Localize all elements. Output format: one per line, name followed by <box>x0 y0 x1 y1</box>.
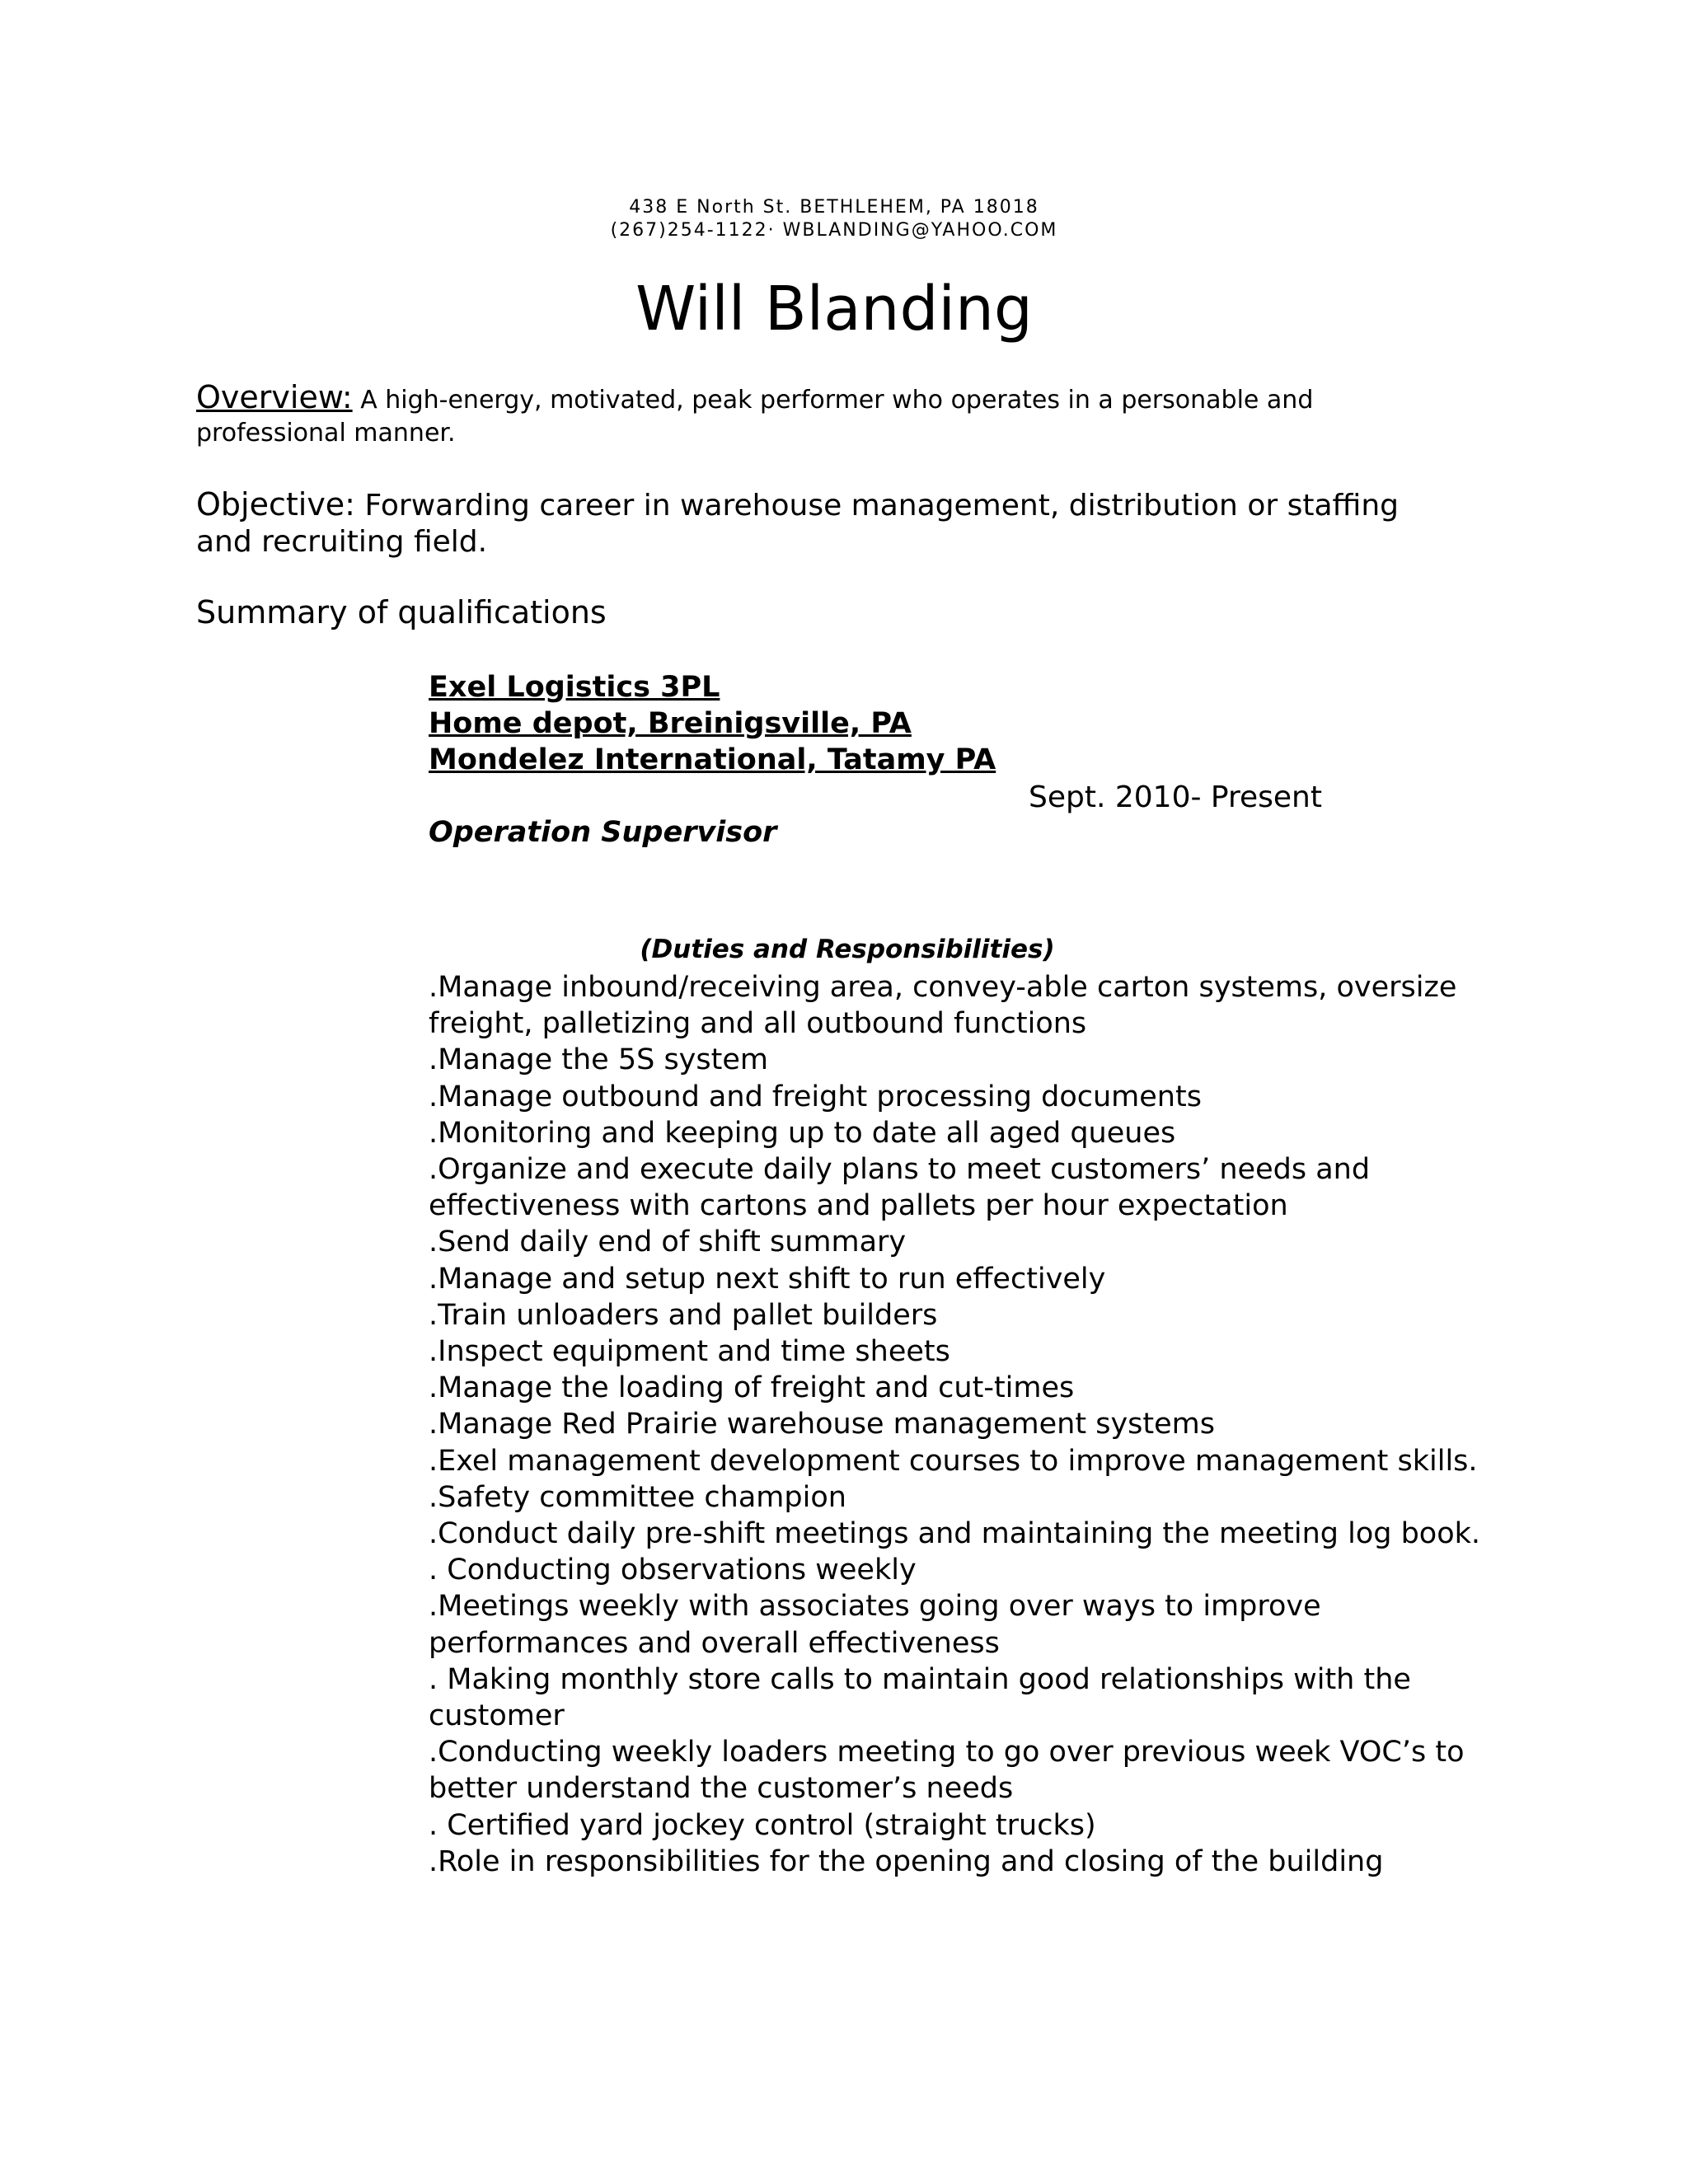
objective-label: Objective: <box>196 486 355 523</box>
address-line: 438 E North St. BETHLEHEM, PA 18018 <box>629 197 1039 218</box>
duty-item: .Manage Red Prairie warehouse management systems <box>429 1408 1215 1441</box>
duty-item: .Exel management development courses to improve management skills. <box>429 1444 1478 1478</box>
overview-label: Overview: <box>196 379 353 415</box>
objective-section <box>196 486 1457 560</box>
duty-item: .Manage the 5S system <box>429 1043 768 1077</box>
employment-dates: Sept. 2010- Present <box>1029 780 1322 814</box>
duty-item: .Monitoring and keeping up to date all aged queues <box>429 1116 1176 1150</box>
duty-item: .Manage outbound and freight processing documents <box>429 1080 1202 1113</box>
duty-item: . Making monthly store calls to maintain good relationships with the customer <box>429 1662 1411 1733</box>
duty-item: .Role in responsibilities for the opening and closing of the building <box>429 1844 1384 1878</box>
candidate-name: Will Blanding <box>635 274 1033 344</box>
employer-exel: Exel Logistics 3PL <box>429 671 720 704</box>
duty-item: .Inspect equipment and time sheets <box>429 1335 950 1369</box>
duty-item: .Manage and setup next shift to run effectively <box>429 1262 1106 1296</box>
duties-heading: (Duties and Responsibilities) <box>640 935 1055 964</box>
duty-item: . Certified yard jockey control (straight trucks) <box>429 1808 1096 1842</box>
duty-item: .Conduct daily pre-shift meetings and maintaining the meeting log book. <box>429 1517 1481 1551</box>
duty-item: .Send daily end of shift summary <box>429 1226 907 1259</box>
duties-list <box>429 969 1492 1880</box>
duty-item: .Train unloaders and pallet builders <box>429 1298 938 1332</box>
employer-mondelez: Mondelez International, Tatamy PA <box>429 743 996 776</box>
summary-heading: Summary of qualifications <box>196 594 607 630</box>
duty-item: .Meetings weekly with associates going over ways to improve performances and overall effectiveness <box>429 1590 1321 1660</box>
phone-email-line: (267)254-1122· WBLANDING@YAHOO.COM <box>610 220 1058 241</box>
duty-item: .Safety committee champion <box>429 1480 846 1514</box>
employer-home-depot: Home depot, Breinigsville, PA <box>429 707 912 740</box>
objective-text: Forwarding career in warehouse management, distribution or staffing and recruiting field. <box>196 489 1399 559</box>
duty-item: . Conducting observations weekly <box>429 1554 917 1587</box>
overview-text: A high-energy, motivated, peak performer who operates in a personable and professional manner. <box>196 386 1314 448</box>
overview-section <box>196 381 1457 450</box>
employer-list <box>429 669 996 778</box>
duty-item: .Manage inbound/receiving area, convey-able carton systems, oversize freight, palletizing and all outbound functions <box>429 971 1457 1041</box>
duty-item: .Organize and execute daily plans to meet customers’ needs and effectiveness with cartons and pallets per hour expectation <box>429 1153 1371 1223</box>
job-title: Operation Supervisor <box>429 816 777 849</box>
duty-item: .Manage the loading of freight and cut-times <box>429 1371 1075 1405</box>
duty-item: .Conducting weekly loaders meeting to go over previous week VOC’s to better understand the customer’s needs <box>429 1736 1465 1806</box>
